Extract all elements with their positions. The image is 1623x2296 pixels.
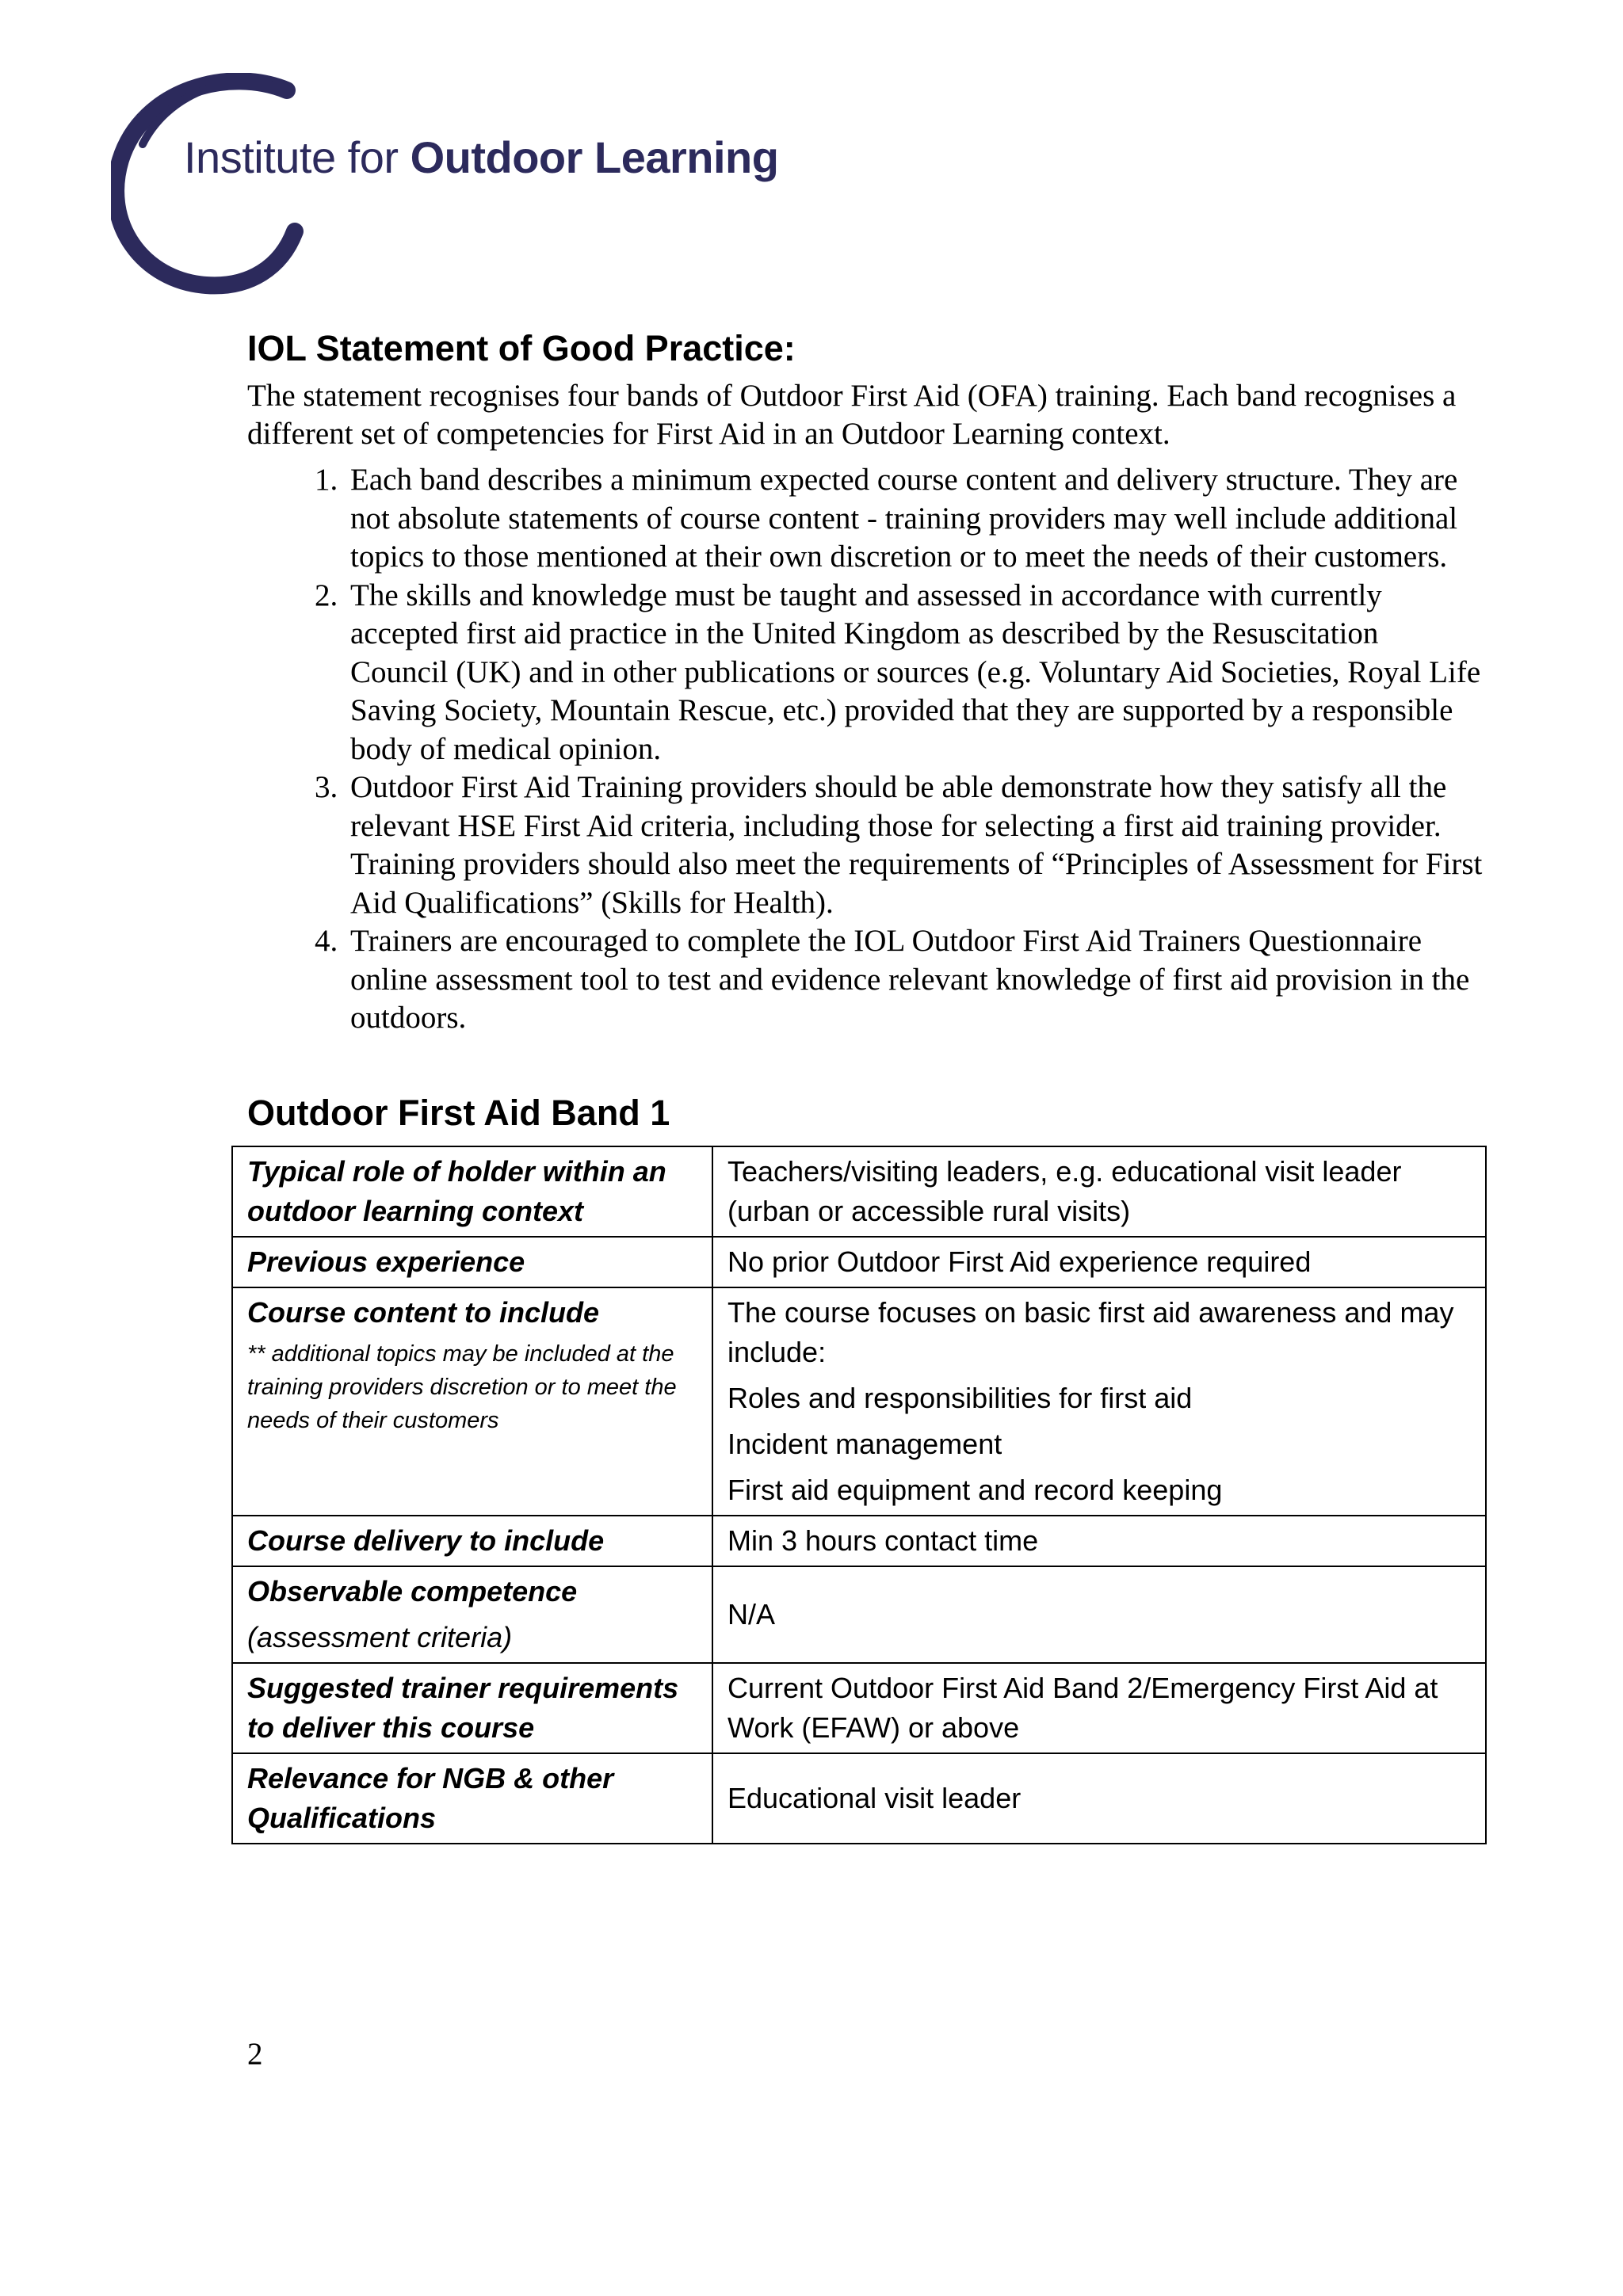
- statement-heading: IOL Statement of Good Practice:: [247, 328, 796, 368]
- row-label: Course delivery to include: [232, 1516, 712, 1566]
- row-label: Relevance for NGB & other Qualifications: [232, 1753, 712, 1844]
- row-label: Course content to include: [247, 1295, 600, 1329]
- logo-wordmark: [184, 132, 778, 183]
- content-line: First aid equipment and record keeping: [727, 1473, 1223, 1506]
- content-line: Roles and responsibilities for first aid: [727, 1381, 1193, 1414]
- page-number: 2: [247, 2037, 263, 2071]
- logo-text-bold: Outdoor Learning: [410, 132, 779, 182]
- band-heading: Outdoor First Aid Band 1: [247, 1092, 670, 1133]
- document-body: [247, 326, 1484, 1844]
- table-row: [232, 1287, 1486, 1516]
- list-item: 1. Each band describes a minimum expected course content and delivery structure. They are not absolute statements of course content - training providers may well include additional topics to those mentioned at their own discretion or to meet the needs of their customers.: [346, 461, 1484, 577]
- row-label-cell: [232, 1566, 712, 1663]
- table-row: [232, 1566, 1486, 1663]
- row-label: Suggested trainer requirements to deliver this course: [232, 1663, 712, 1753]
- row-label: Previous experience: [232, 1237, 712, 1287]
- logo-text-regular: Institute for: [184, 132, 399, 182]
- row-value: Current Outdoor First Aid Band 2/Emergency First Aid at Work (EFAW) or above: [712, 1663, 1486, 1753]
- row-label-note: ** additional topics may be included at the training providers discretion or to meet the needs of their customers: [247, 1341, 677, 1433]
- content-line: Incident management: [727, 1427, 1002, 1460]
- practice-list: [247, 461, 1484, 1038]
- table-row: [232, 1516, 1486, 1566]
- iol-logo: [111, 73, 824, 295]
- row-value-cell: [712, 1287, 1486, 1516]
- row-value: Teachers/visiting leaders, e.g. educational visit leader (urban or accessible rural visits): [712, 1146, 1486, 1237]
- content-line: The course focuses on basic first aid awareness and may include:: [727, 1295, 1454, 1368]
- row-label: Typical role of holder within an outdoor learning context: [232, 1146, 712, 1237]
- statement-intro: The statement recognises four bands of Outdoor First Aid (OFA) training. Each band recognises a different set of competencies for First Aid in an Outdoor Learning context.: [247, 379, 1457, 452]
- row-label-sub: (assessment criteria): [247, 1620, 513, 1653]
- list-item: 2. The skills and knowledge must be taught and assessed in accordance with currently accepted first aid practice in the United Kingdom as described by the Resuscitation Council (UK) and in other publications or sources (e.g. Voluntary Aid Societies, Royal Life Saving Society, Mountain Rescue, etc.) provided that they are supported by a responsible body of medical opinion.: [346, 577, 1484, 769]
- logo-swirl-icon: [111, 73, 317, 295]
- row-value: N/A: [712, 1566, 1486, 1663]
- band-table: [231, 1146, 1487, 1844]
- row-label: Observable competence: [247, 1574, 578, 1608]
- list-item: 3. Outdoor First Aid Training providers should be able demonstrate how they satisfy all the relevant HSE First Aid criteria, including those for selecting a first aid training provider. Training providers should also meet the requirements of “Principles of Assessment for First Aid Qualifications” (Skills for Health).: [346, 769, 1484, 922]
- table-row: [232, 1663, 1486, 1753]
- list-item: 4. Trainers are encouraged to complete the IOL Outdoor First Aid Trainers Questionnaire online assessment tool to test and evidence relevant knowledge of first aid provision in the outdoors.: [346, 922, 1484, 1038]
- row-value: No prior Outdoor First Aid experience required: [712, 1237, 1486, 1287]
- row-label-cell: [232, 1287, 712, 1516]
- table-row: [232, 1237, 1486, 1287]
- row-value: Educational visit leader: [712, 1753, 1486, 1844]
- table-row: [232, 1146, 1486, 1237]
- table-row: [232, 1753, 1486, 1844]
- row-value: Min 3 hours contact time: [712, 1516, 1486, 1566]
